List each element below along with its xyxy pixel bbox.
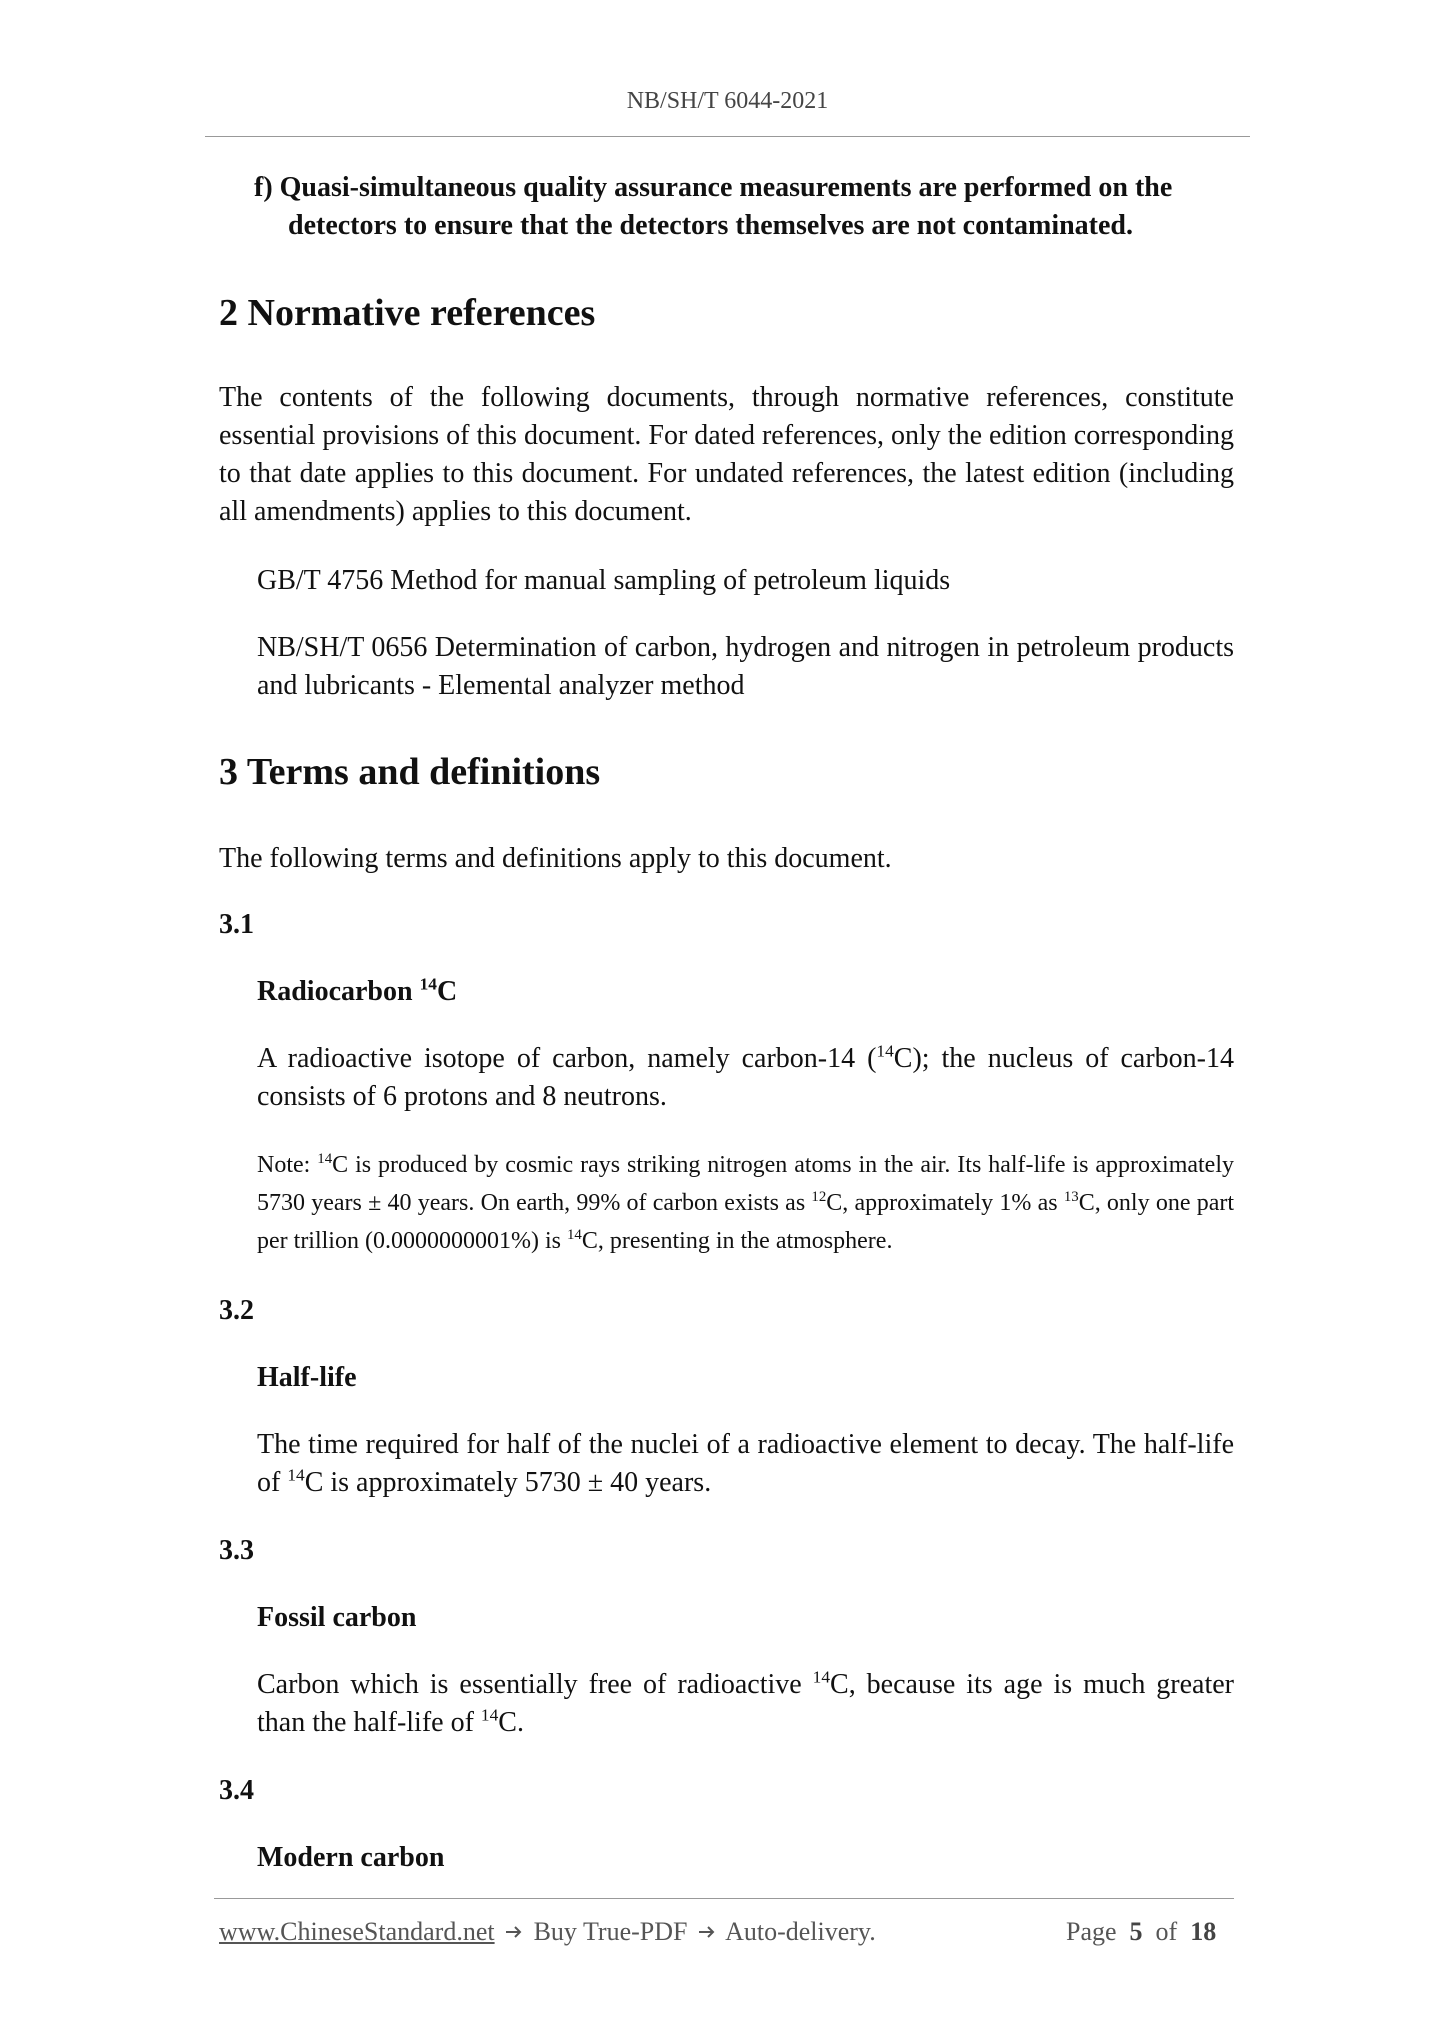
term-number: 3.4	[219, 1775, 254, 1806]
arrow-right-icon	[698, 1925, 716, 1939]
term-name-half-life: Half-life	[257, 1362, 357, 1393]
section2-intro-paragraph: The contents of the following documents, through normative references, constitute essential provisions of this document. For dated references, only the edition corresponding to that date applies to this document. For undated references, the latest edition (including all amendments) applies to this document.	[219, 382, 1234, 527]
arrow-right-icon	[505, 1925, 523, 1939]
section-heading-terms-definitions: 3 Terms and definitions	[219, 751, 601, 793]
reference-item: NB/SH/T 0656 Determination of carbon, hydrogen and nitrogen in petroleum products and lubricants - Elemental analyzer method	[257, 632, 1234, 701]
term-name-modern-carbon: Modern carbon	[257, 1842, 445, 1873]
site-link[interactable]: www.ChineseStandard.net	[219, 1917, 495, 1946]
total-pages-number: 18	[1190, 1917, 1217, 1946]
section3-intro-paragraph: The following terms and definitions apply to this document.	[219, 843, 892, 874]
list-item-f	[254, 169, 1234, 207]
current-page-number: 5	[1129, 1917, 1143, 1946]
section-heading-normative-references: 2 Normative references	[219, 292, 596, 334]
list-item-label: f)	[254, 172, 273, 203]
term-definition-half-life: The time required for half of the nuclei of a radioactive element to decay. The half-life of $^{14}$C is approximately 5730 ± 40 years.	[257, 1429, 1234, 1498]
term-number: 3.2	[219, 1295, 254, 1326]
footer-divider	[214, 1898, 1234, 1899]
term-name-radiocarbon: Radiocarbon $^{14}$C	[257, 974, 458, 1007]
page-indicator: Page 5 of 18	[1066, 1917, 1217, 1946]
term-number: 3.1	[219, 909, 254, 940]
buy-true-pdf-text: Buy True-PDF	[533, 1917, 688, 1946]
footer-promo	[219, 1917, 876, 1947]
term-note-radiocarbon: Note: $^{14}$C is produced by cosmic rays striking nitrogen atoms in the air. Its half-life is approximately 5730 years ± 40 years. On earth, 99% of carbon exists as $^{12}$C, approximately 1% as $^{13}$C, only one part per trillion (0.0000000001%) is $^{14}$C, presenting in the atmosphere.	[257, 1150, 1235, 1254]
auto-delivery-text: Auto-delivery.	[725, 1917, 876, 1946]
term-number: 3.3	[219, 1535, 254, 1566]
list-item-text-line1: Quasi-simultaneous quality assurance measurements are performed on the	[279, 172, 1173, 203]
reference-item: GB/T 4756 Method for manual sampling of petroleum liquids	[257, 565, 951, 596]
term-name-fossil-carbon: Fossil carbon	[257, 1602, 417, 1633]
header-divider	[205, 136, 1250, 137]
document-id-header: NB/SH/T 6044-2021	[626, 88, 829, 114]
term-definition-fossil-carbon: Carbon which is essentially free of radioactive $^{14}$C, because its age is much greater than the half-life of $^{14}$C.	[257, 1667, 1234, 1738]
term-definition-radiocarbon: A radioactive isotope of carbon, namely carbon-14 ($^{14}$C); the nucleus of carbon-14 consists of 6 protons and 8 neutrons.	[257, 1041, 1234, 1112]
list-item-text-line2: detectors to ensure that the detectors themselves are not contaminated.	[288, 210, 1133, 241]
